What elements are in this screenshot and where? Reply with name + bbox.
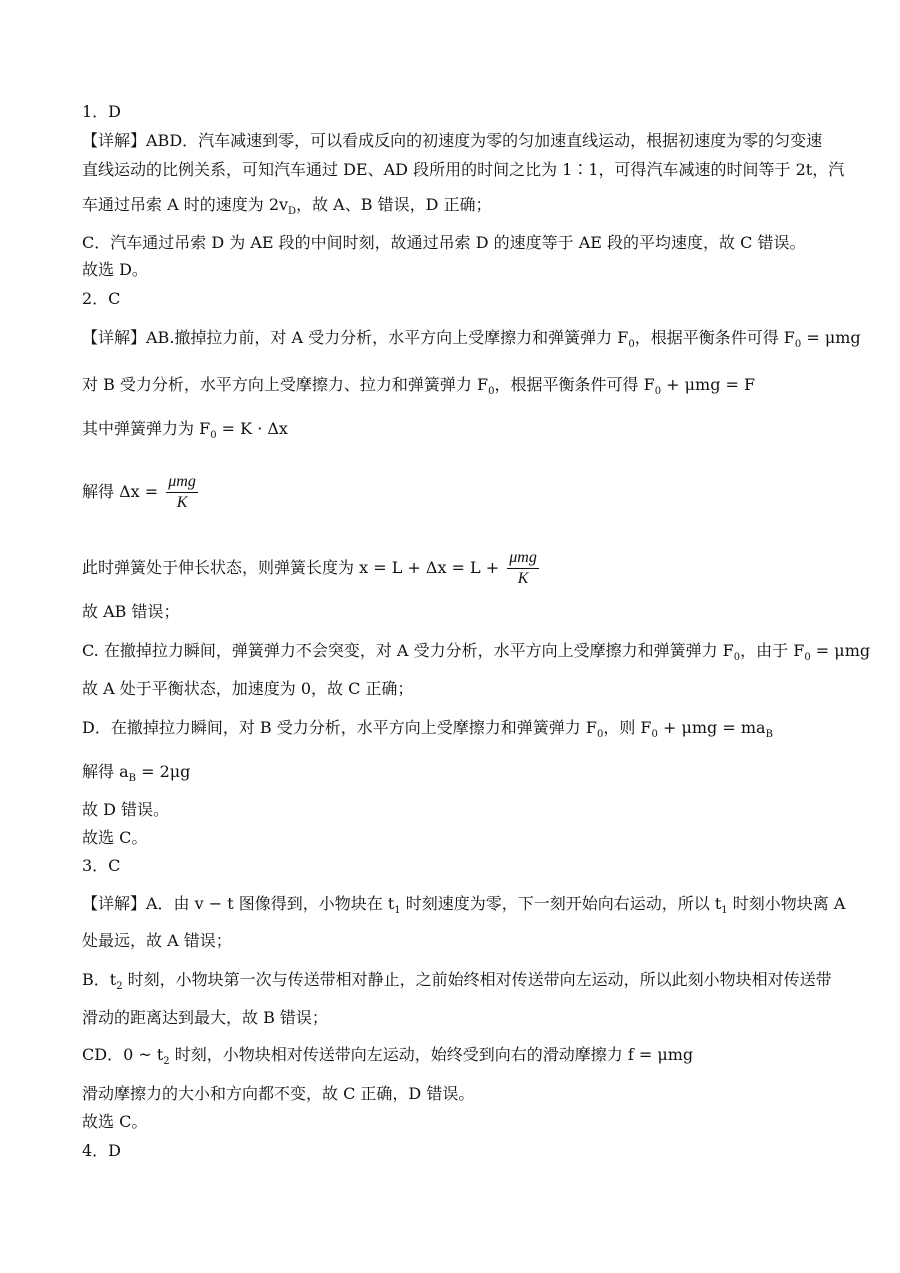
subscript: 0 bbox=[596, 729, 604, 741]
text-span: D．在撤掉拉力瞬间，对 B 受力分析，水平方向上受摩擦力和弹簧弹力 F bbox=[82, 718, 597, 737]
text-span: CD．0 ~ t bbox=[82, 1045, 164, 1064]
fraction-numerator: μmg bbox=[507, 548, 539, 569]
text-span: = K · Δx bbox=[216, 419, 288, 438]
text-span: = μmg bbox=[801, 328, 861, 347]
text-line: 故 D 错误。 bbox=[82, 800, 170, 819]
text-span: 其中弹簧弹力为 F bbox=[82, 419, 211, 438]
subscript: 2 bbox=[116, 981, 123, 993]
text-span: 对 B 受力分析，水平方向上受摩擦力、拉力和弹簧弹力 F bbox=[82, 375, 489, 394]
text-span: 时刻速度为零，下一刻开始向右运动，所以 t bbox=[400, 894, 722, 913]
fraction-numerator: μmg bbox=[166, 472, 198, 493]
text-span: 此时弹簧处于伸长状态，则弹簧长度为 x = L + Δx = L + bbox=[82, 558, 505, 577]
text-line: 处最远，故 A 错误； bbox=[82, 931, 232, 950]
text-span: B．t bbox=[82, 970, 117, 989]
subscript: 0 bbox=[628, 339, 635, 351]
text-span: 【详解】A．由 v − t 图像得到，小物块在 t bbox=[82, 894, 395, 913]
subscript: 0 bbox=[794, 339, 802, 351]
subscript: B bbox=[128, 773, 136, 785]
text-line bbox=[82, 1044, 830, 1073]
fraction bbox=[166, 472, 198, 513]
text-line: 故选 C。 bbox=[82, 1112, 148, 1131]
text-line bbox=[82, 717, 830, 746]
subscript: D bbox=[288, 206, 297, 218]
text-span: ，故 A、B 错误，D 正确； bbox=[296, 195, 492, 214]
subscript: 0 bbox=[804, 652, 811, 664]
item-number: 4．D bbox=[82, 1141, 122, 1160]
text-span: 解得 a bbox=[82, 762, 129, 781]
text-span: 车通过吊索 A 时的速度为 2v bbox=[82, 195, 289, 214]
subscript: 0 bbox=[210, 430, 217, 442]
text-span: + μmg = ma bbox=[657, 718, 766, 737]
text-line: 故选 C。 bbox=[82, 828, 148, 847]
text-span: = μmg bbox=[810, 641, 871, 660]
text-span: ，根据平衡条件可得 F bbox=[634, 328, 795, 347]
text-span: ，则 F bbox=[603, 718, 652, 737]
fraction bbox=[507, 548, 539, 589]
fraction-denominator: K bbox=[517, 570, 529, 587]
text-span: 【详解】AB.撤掉拉力前，对 A 受力分析，水平方向上受摩擦力和弹簧弹力 F bbox=[82, 328, 629, 347]
text-line bbox=[82, 969, 830, 998]
item-number: 3．C bbox=[82, 856, 121, 875]
item-number: 2．C bbox=[82, 289, 121, 308]
text-span: 时刻，小物块相对传送带向左运动，始终受到向右的滑动摩擦力 f = μmg bbox=[169, 1045, 694, 1064]
text-line: C．汽车通过吊索 D 为 AE 段的中间时刻，故通过吊索 D 的速度等于 AE 段的平均速度，故 C 错误。 bbox=[82, 233, 806, 252]
text-line: 【详解】ABD．汽车减速到零，可以看成反向的初速度为零的匀加速直线运动，根据初速度为零的匀变速 bbox=[82, 131, 823, 150]
fraction-denominator: K bbox=[176, 494, 188, 511]
subscript: 0 bbox=[733, 652, 741, 664]
text-line bbox=[82, 418, 830, 447]
subscript: 0 bbox=[654, 386, 662, 398]
text-line bbox=[82, 194, 830, 223]
text-span: 时刻，小物块第一次与传送带相对静止，之前始终相对传送带向左运动，所以此刻小物块相对传送带 bbox=[122, 970, 832, 989]
text-line: 直线运动的比例关系，可知汽车通过 DE、AD 段所用的时间之比为 1∶1，可得汽车减速的时间等于 2t，汽 bbox=[82, 160, 845, 179]
text-line bbox=[82, 548, 830, 589]
subscript: 1 bbox=[721, 905, 728, 917]
subscript: 0 bbox=[488, 386, 495, 398]
text-line: 滑动的距离达到最大，故 B 错误； bbox=[82, 1008, 328, 1027]
text-span: 时刻小物块离 A bbox=[727, 894, 846, 913]
text-line bbox=[82, 374, 830, 403]
text-span: ，由于 F bbox=[740, 641, 805, 660]
text-line bbox=[82, 893, 846, 922]
text-line: 故 AB 错误； bbox=[82, 602, 180, 621]
text-line: 故 A 处于平衡状态，加速度为 0，故 C 正确； bbox=[82, 679, 414, 698]
subscript: B bbox=[765, 729, 773, 741]
text-span: C. 在撤掉拉力瞬间，弹簧弹力不会突变，对 A 受力分析，水平方向上受摩擦力和弹簧弹力 F bbox=[82, 641, 734, 660]
text-line: 故选 D。 bbox=[82, 260, 148, 279]
subscript: 0 bbox=[651, 729, 658, 741]
text-span: ，根据平衡条件可得 F bbox=[494, 375, 655, 394]
subscript: 2 bbox=[163, 1056, 170, 1068]
text-span: 解得 Δx = bbox=[82, 482, 164, 501]
text-line: 滑动摩擦力的大小和方向都不变，故 C 正确，D 错误。 bbox=[82, 1084, 475, 1103]
text-span: + μmg = F bbox=[661, 375, 756, 394]
text-span: = 2μg bbox=[136, 762, 191, 781]
text-line bbox=[82, 472, 830, 513]
text-line bbox=[82, 761, 830, 790]
subscript: 1 bbox=[394, 905, 401, 917]
item-number: 1．D bbox=[82, 102, 122, 121]
